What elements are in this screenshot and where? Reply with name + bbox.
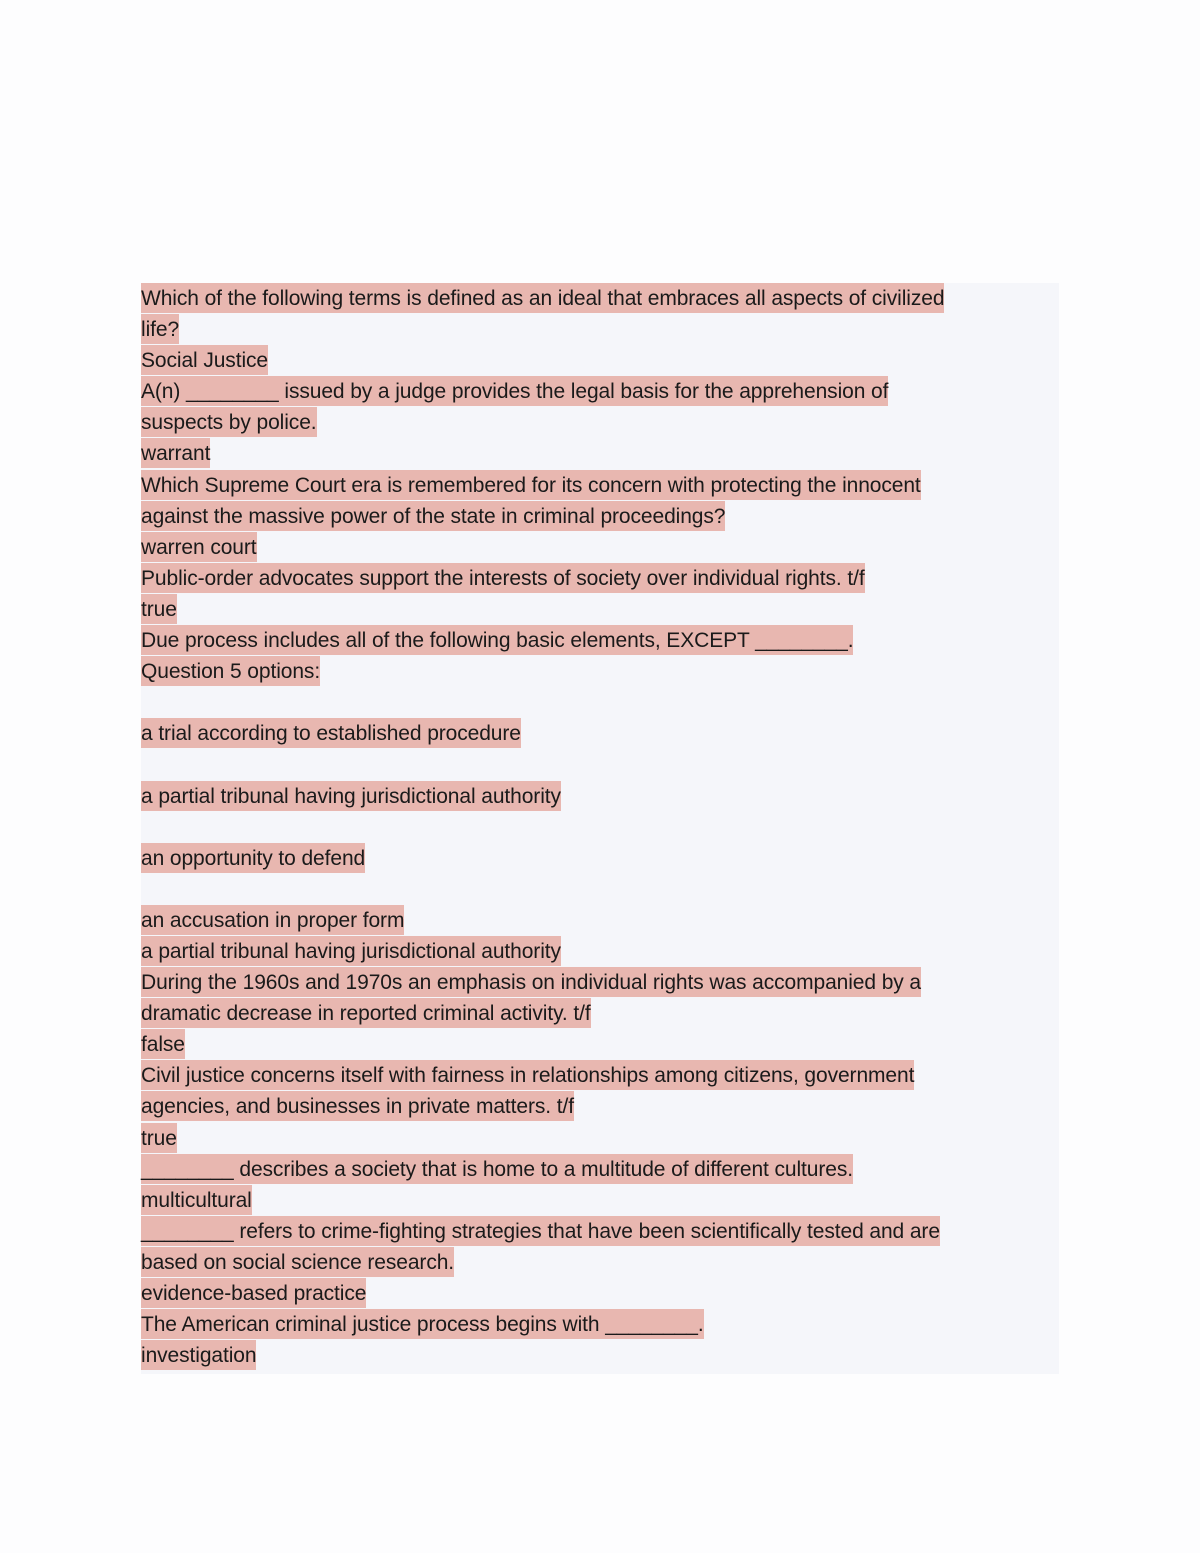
text-line	[141, 1123, 1059, 1154]
highlighted-text: warrant	[141, 438, 210, 468]
text-line	[141, 998, 1059, 1029]
text-line	[141, 1340, 1059, 1371]
text-line	[141, 594, 1059, 625]
highlighted-text: a partial tribunal having jurisdictional authority	[141, 781, 561, 811]
text-line	[141, 532, 1059, 563]
highlighted-text: ________ refers to crime-fighting strategies that have been scientifically tested and are	[141, 1216, 940, 1246]
text-line	[141, 1309, 1059, 1340]
highlighted-text: an opportunity to defend	[141, 843, 365, 873]
highlighted-text: warren court	[141, 532, 257, 562]
highlighted-text: investigation	[141, 1340, 256, 1370]
highlighted-text: Question 5 options:	[141, 656, 320, 686]
highlighted-text: Social Justice	[141, 345, 268, 375]
text-line	[141, 1278, 1059, 1309]
highlighted-text: life?	[141, 314, 179, 344]
highlighted-text: Which Supreme Court era is remembered for its concern with protecting the innocent	[141, 470, 921, 500]
text-line	[141, 438, 1059, 469]
text-line	[141, 905, 1059, 936]
highlighted-text: evidence-based practice	[141, 1278, 366, 1308]
document-body	[141, 283, 1059, 1374]
blank-line	[141, 749, 1059, 780]
highlighted-text: true	[141, 594, 177, 624]
text-line	[141, 781, 1059, 812]
highlighted-text: false	[141, 1029, 185, 1059]
blank-line	[141, 812, 1059, 843]
text-line	[141, 1247, 1059, 1278]
text-line	[141, 843, 1059, 874]
text-line	[141, 718, 1059, 749]
highlighted-text: true	[141, 1123, 177, 1153]
blank-line	[141, 687, 1059, 718]
highlighted-text: dramatic decrease in reported criminal activity. t/f	[141, 998, 591, 1028]
text-line	[141, 1154, 1059, 1185]
highlighted-text: Which of the following terms is defined as an ideal that embraces all aspects of civilized	[141, 283, 944, 313]
highlighted-text: a partial tribunal having jurisdictional authority	[141, 936, 561, 966]
text-line	[141, 1091, 1059, 1122]
highlighted-text: multicultural	[141, 1185, 252, 1215]
text-line	[141, 967, 1059, 998]
highlighted-text: Due process includes all of the following basic elements, EXCEPT ________.	[141, 625, 853, 655]
highlighted-text: based on social science research.	[141, 1247, 454, 1277]
highlighted-text: suspects by police.	[141, 407, 317, 437]
text-line	[141, 1060, 1059, 1091]
highlighted-text: ________ describes a society that is home to a multitude of different cultures.	[141, 1154, 853, 1184]
text-line	[141, 407, 1059, 438]
text-line	[141, 625, 1059, 656]
text-line	[141, 376, 1059, 407]
blank-line	[141, 874, 1059, 905]
text-line	[141, 345, 1059, 376]
highlighted-text: A(n) ________ issued by a judge provides the legal basis for the apprehension of	[141, 376, 888, 406]
highlighted-text: During the 1960s and 1970s an emphasis on individual rights was accompanied by a	[141, 967, 921, 997]
highlighted-text: an accusation in proper form	[141, 905, 404, 935]
highlighted-text: a trial according to established procedure	[141, 718, 521, 748]
text-line	[141, 470, 1059, 501]
text-line	[141, 1185, 1059, 1216]
text-line	[141, 656, 1059, 687]
highlighted-text: Public-order advocates support the interests of society over individual rights. t/f	[141, 563, 865, 593]
highlighted-text: against the massive power of the state in criminal proceedings?	[141, 501, 725, 531]
highlighted-text: Civil justice concerns itself with fairness in relationships among citizens, government	[141, 1060, 914, 1090]
text-line	[141, 314, 1059, 345]
text-line	[141, 1216, 1059, 1247]
text-line	[141, 563, 1059, 594]
text-line	[141, 283, 1059, 314]
highlighted-text: agencies, and businesses in private matters. t/f	[141, 1091, 574, 1121]
highlighted-text: The American criminal justice process begins with ________.	[141, 1309, 704, 1339]
text-line	[141, 501, 1059, 532]
text-line	[141, 936, 1059, 967]
text-line	[141, 1029, 1059, 1060]
